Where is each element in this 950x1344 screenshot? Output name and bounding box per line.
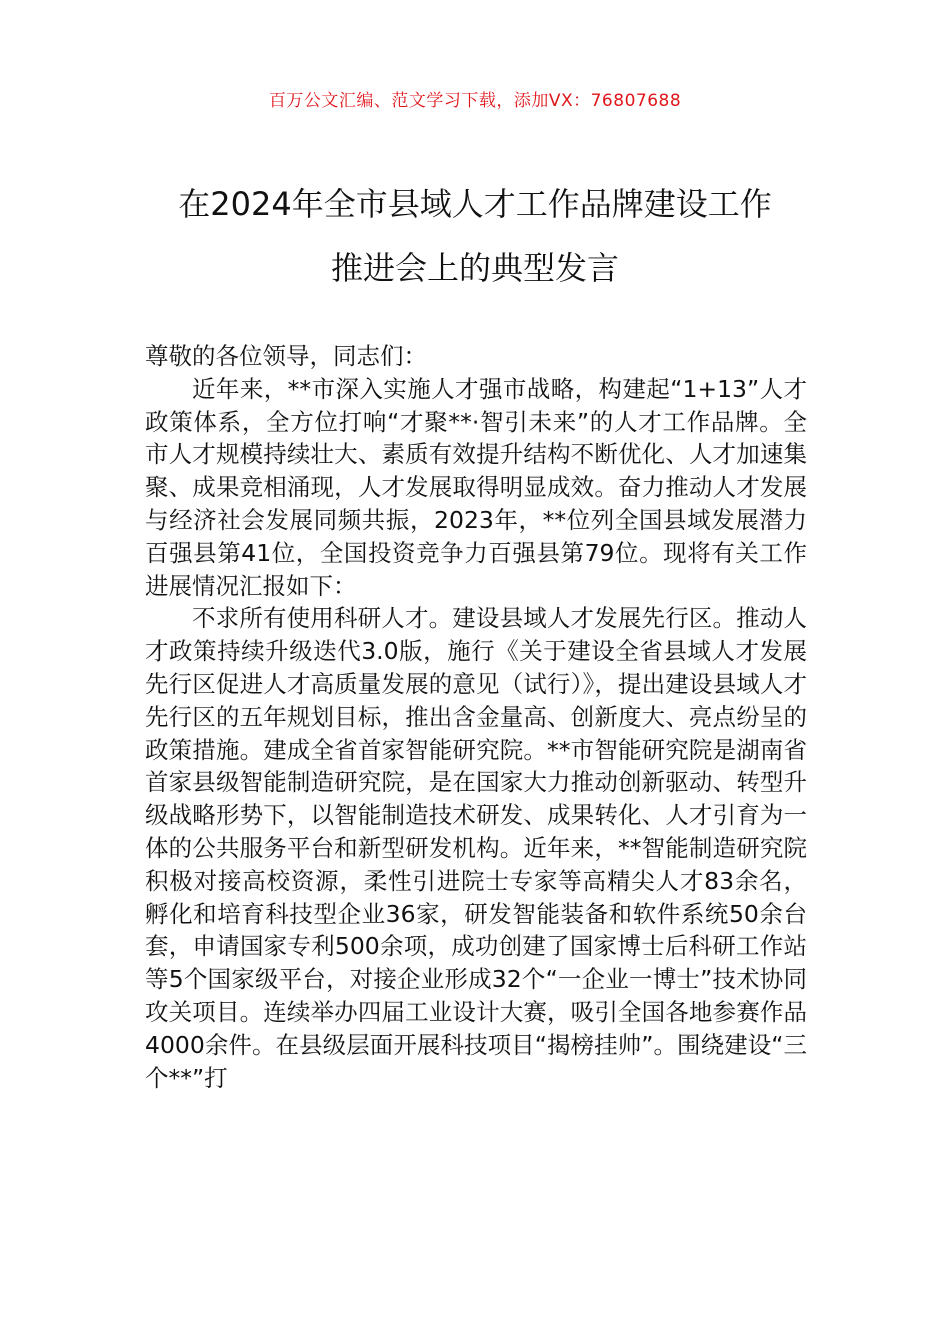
watermark-header: 百万公文汇编、范文学习下载，添加VX：76807688: [268, 91, 682, 111]
salutation: 尊敬的各位领导，同志们：: [145, 342, 427, 370]
page-title: [0, 172, 950, 300]
title-line-2: 推进会上的典型发言: [330, 249, 619, 287]
paragraph-intro: 近年来，**市深入实施人才强市战略，构建起“1+13”人才政策体系，全方位打响“才聚**·智引未来”的人才工作品牌。全市人才规模持续壮大、素质有效提升结构不断优化、人才加速集聚、成果竞相涌现，人才发展取得明显成效。奋力推动人才发展与经济社会发展同频共振，2023年，**位列全国县域发展潜力百强县第41位，全国投资竞争力百强县第79位。现将有关工作进展情况汇报如下：: [145, 374, 807, 600]
title-line-1: 在2024年全市县域人才工作品牌建设工作: [178, 185, 772, 223]
paragraph-talent-usage: 不求所有使用科研人才。建设县域人才发展先行区。推动人才政策持续升级迭代3.0版，施行《关于建设全省县域人才发展先行区促进人才高质量发展的意见（试行）》，提出建设县域人才先行区的五年规划目标，推出含金量高、创新度大、亮点纷呈的政策措施。建成全省首家智能研究院。**市智能研究院是湖南省首家县级智能制造研究院，是在国家大力推动创新驱动、转型升级战略形势下，以智能制造技术研发、成果转化、人才引育为一体的公共服务平台和新型研发机构。近年来，**智能制造研究院积极对接高校资源，柔性引进院士专家等高精尖人才83余名，孵化和培育科技型企业36家，研发智能装备和软件系统50余台套，申请国家专利500余项，成功创建了国家博士后科研工作站等5个国家级平台，对接企业形成32个“一企业一博士”技术协同攻关项目。连续举办四届工业设计大赛，吸引全国各地参赛作品4000余件。在县级层面开展科技项目“揭榜挂帅”。围绕建设“三个**”打: [145, 604, 807, 1092]
document-body: [145, 340, 807, 1094]
